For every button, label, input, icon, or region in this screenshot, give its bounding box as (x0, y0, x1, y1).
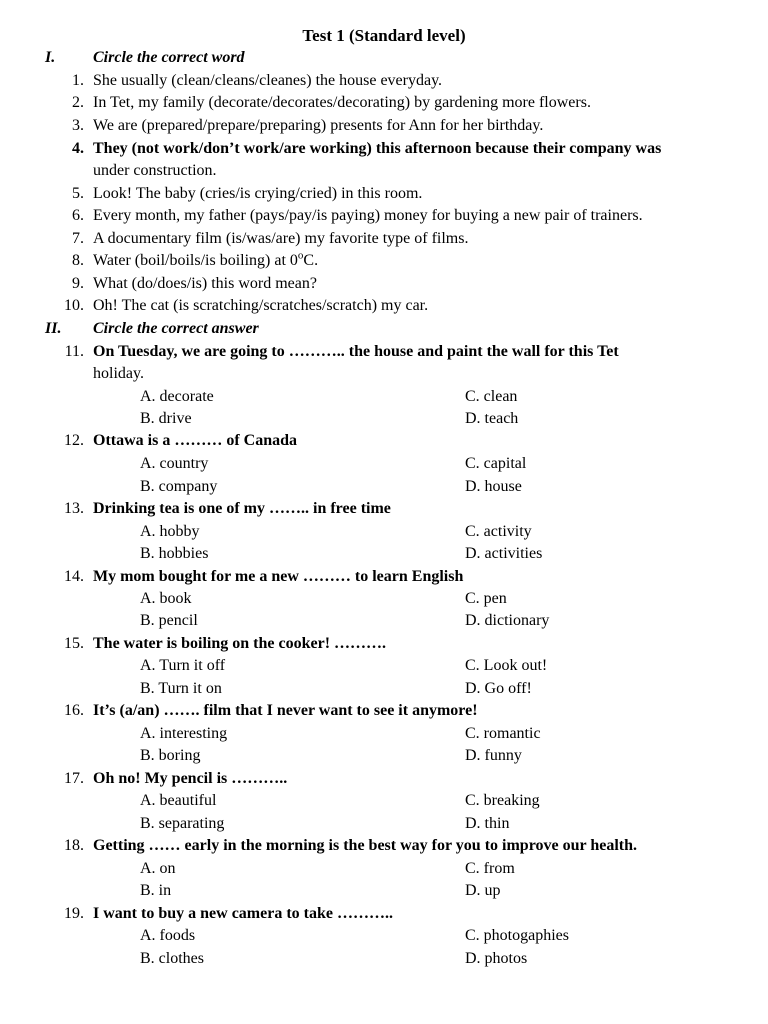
option-a[interactable]: A. hobby (140, 523, 200, 540)
option-c[interactable]: C. capital (465, 455, 527, 472)
option-a[interactable]: A. interesting (140, 725, 228, 742)
item-text-continued: under construction. (93, 162, 217, 179)
item-number: 10. (64, 297, 84, 314)
option-a[interactable]: A. book (140, 590, 192, 607)
item-number: 8. (72, 252, 84, 269)
option-d[interactable]: D. Go off! (465, 680, 532, 697)
question-number: 14. (64, 568, 84, 585)
option-b[interactable]: B. separating (140, 815, 225, 832)
question-text: The water is boiling on the cooker! ………. (93, 635, 387, 652)
item-number: 4. (72, 140, 84, 157)
option-d[interactable]: D. teach (465, 410, 519, 427)
question-text: On Tuesday, we are going to ……….. the house and paint the wall for this Tet (93, 343, 619, 360)
question-number: 12. (64, 432, 84, 449)
item-text: Oh! The cat (is scratching/scratches/scratch) my car. (93, 297, 429, 314)
item-text: We are (prepared/prepare/preparing) presents for Ann for her birthday. (93, 117, 544, 134)
item-number: 2. (72, 94, 84, 111)
section-2-heading: Circle the correct answer (93, 320, 259, 337)
option-c[interactable]: C. pen (465, 590, 507, 607)
option-d[interactable]: D. house (465, 478, 522, 495)
question-number: 11. (64, 343, 84, 360)
option-a[interactable]: A. country (140, 455, 209, 472)
question-text: Oh no! My pencil is ……….. (93, 770, 288, 787)
item-number: 5. (72, 185, 84, 202)
question-text: Drinking tea is one of my …….. in free time (93, 500, 391, 517)
item-number: 6. (72, 207, 84, 224)
item-text: In Tet, my family (decorate/decorates/decorating) by gardening more flowers. (93, 94, 591, 111)
item-text: A documentary film (is/was/are) my favorite type of films. (93, 230, 469, 247)
option-d[interactable]: D. photos (465, 950, 528, 967)
superscript-degree: o (297, 249, 304, 262)
question-number: 18. (64, 837, 84, 854)
question-number: 17. (64, 770, 84, 787)
option-c[interactable]: C. breaking (465, 792, 540, 809)
option-d[interactable]: D. funny (465, 747, 522, 764)
item-number: 1. (72, 72, 84, 89)
option-a[interactable]: A. Turn it off (140, 657, 226, 674)
question-number: 13. (64, 500, 84, 517)
test-title: Test 1 (Standard level) (302, 26, 466, 45)
option-d[interactable]: D. up (465, 882, 501, 899)
option-c[interactable]: C. clean (465, 388, 518, 405)
option-b[interactable]: B. in (140, 882, 172, 899)
item-text (93, 250, 318, 272)
option-c[interactable]: C. Look out! (465, 657, 548, 674)
option-b[interactable]: B. Turn it on (140, 680, 222, 697)
option-b[interactable]: B. drive (140, 410, 192, 427)
option-a[interactable]: A. on (140, 860, 176, 877)
item-text: Look! The baby (cries/is crying/cried) in this room. (93, 185, 423, 202)
item-text: They (not work/don’t work/are working) this afternoon because their company was (93, 140, 662, 157)
option-c[interactable]: C. activity (465, 523, 532, 540)
question-text: It’s (a/an) ……. film that I never want to see it anymore! (93, 702, 478, 719)
item-text: What (do/does/is) this word mean? (93, 275, 317, 292)
item-number: 9. (72, 275, 84, 292)
item-text-b: C. (303, 252, 319, 269)
option-c[interactable]: C. romantic (465, 725, 541, 742)
section-1-heading: Circle the correct word (93, 49, 245, 66)
item-text: She usually (clean/cleans/cleanes) the house everyday. (93, 72, 443, 89)
option-b[interactable]: B. company (140, 478, 218, 495)
section-2-numeral: II. (45, 320, 62, 337)
option-d[interactable]: D. activities (465, 545, 543, 562)
item-number: 3. (72, 117, 84, 134)
option-c[interactable]: C. photogaphies (465, 927, 569, 944)
question-text: Ottawa is a ……… of Canada (93, 432, 298, 449)
option-c[interactable]: C. from (465, 860, 515, 877)
item-number: 7. (72, 230, 84, 247)
option-b[interactable]: B. pencil (140, 612, 198, 629)
option-d[interactable]: D. thin (465, 815, 510, 832)
option-b[interactable]: B. boring (140, 747, 201, 764)
option-a[interactable]: A. decorate (140, 388, 214, 405)
question-text: I want to buy a new camera to take ……….. (93, 905, 393, 922)
option-b[interactable]: B. clothes (140, 950, 204, 967)
question-number: 15. (64, 635, 84, 652)
option-b[interactable]: B. hobbies (140, 545, 209, 562)
question-text-continued: holiday. (93, 365, 144, 382)
item-text: Every month, my father (pays/pay/is paying) money for buying a new pair of trainers. (93, 207, 643, 224)
question-text: Getting …… early in the morning is the best way for you to improve our health. (93, 837, 637, 854)
question-number: 19. (64, 905, 84, 922)
item-text-a: Water (boil/boils/is boiling) at 0 (93, 252, 298, 269)
option-d[interactable]: D. dictionary (465, 612, 550, 629)
question-number: 16. (64, 702, 84, 719)
section-1-numeral: I. (45, 49, 56, 66)
option-a[interactable]: A. foods (140, 927, 196, 944)
option-a[interactable]: A. beautiful (140, 792, 217, 809)
question-text: My mom bought for me a new ……… to learn English (93, 568, 464, 585)
